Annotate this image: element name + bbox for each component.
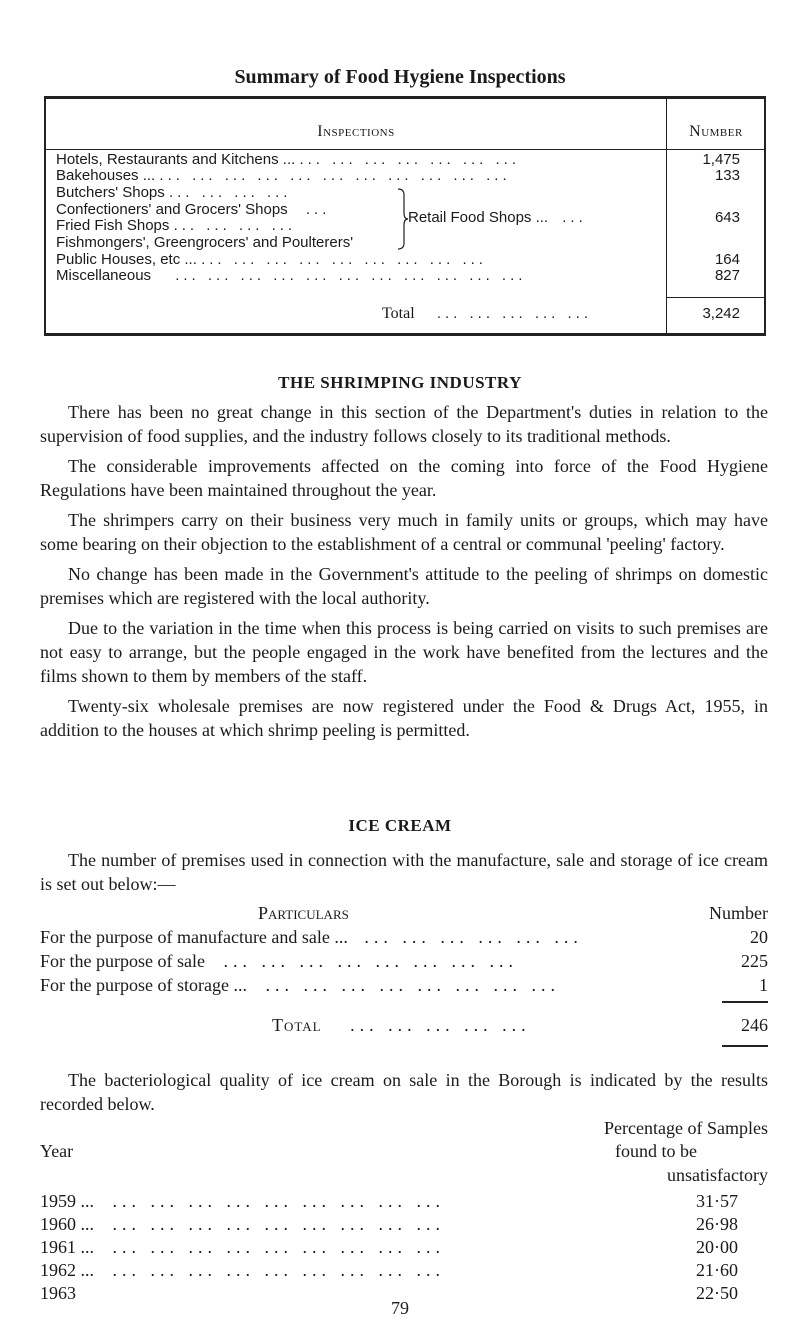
- pct-header-1: Percentage of Samples: [604, 1118, 768, 1138]
- list-value: 21·60: [696, 1260, 738, 1280]
- bacteriological-intro: The bacteriological quality of ice cream on sale in the Borough is indicated by the results recorded below.: [40, 1070, 768, 1114]
- table-value: 1,475: [702, 151, 740, 168]
- ice-cream-intro: The number of premises used in connection with the manufacture, sale and storage of ice cream is set out below:—: [40, 850, 768, 894]
- page-title: Summary of Food Hygiene Inspections: [234, 66, 566, 88]
- table-total-value: 3,242: [702, 305, 740, 322]
- table-row: Fried Fish Shops ... ... ... ...: [56, 217, 297, 234]
- col-number: Number: [709, 903, 768, 923]
- header-inspections: Inspections: [317, 123, 395, 140]
- list-item: For the purpose of sale ... ... ... ... ... ... ... ...: [40, 951, 518, 971]
- table-value: 827: [714, 267, 740, 284]
- list-value: 31·57: [696, 1191, 738, 1211]
- shrimping-section: [40, 400, 768, 742]
- table-value: 643: [714, 209, 740, 226]
- table-value: 164: [714, 251, 740, 268]
- ice-cream-heading: ICE CREAM: [348, 816, 452, 835]
- ice-cream-total-value: 246: [741, 1015, 768, 1035]
- paragraph: There has been no great change in this section of the Department's duties in relation to the supervision of food supplies, and the industry follows closely to its traditional methods.: [40, 402, 768, 446]
- list-item: 1962 ... ... ... ... ... ... ... ... ... ...: [40, 1260, 445, 1280]
- list-item: For the purpose of manufacture and sale ... ... ... ... ... ... ...: [40, 927, 583, 947]
- table-row: Hotels, Restaurants and Kitchens ... ... ... ... ... ... ... ...: [56, 151, 520, 168]
- inspections-table: [44, 96, 766, 336]
- col-particulars: Particulars: [258, 903, 349, 923]
- paragraph: The shrimpers carry on their business very much in family units or groups, which may have some bearing on their objection to the establishment of a central or communal 'peeling' factory.: [40, 510, 768, 554]
- list-value: 225: [741, 951, 768, 971]
- page-number: 79: [391, 1298, 409, 1318]
- divider: [722, 1045, 768, 1047]
- pct-header-3: unsatisfactory: [667, 1165, 768, 1185]
- list-value: 20·00: [696, 1237, 738, 1257]
- pct-header-2: found to be: [615, 1141, 697, 1161]
- list-value: 1: [759, 975, 768, 995]
- list-value: 26·98: [696, 1214, 738, 1234]
- table-row: Confectioners' and Grocers' Shops ...: [56, 201, 331, 218]
- ice-cream-total: Total ... ... ... ... ...: [272, 1015, 531, 1035]
- list-item: 1961 ... ... ... ... ... ... ... ... ... ...: [40, 1237, 445, 1257]
- table-row: Bakehouses ... ... ... ... ... ... ... ... ... ... ... ...: [56, 167, 511, 184]
- list-value: 22·50: [696, 1283, 738, 1303]
- shrimping-heading: THE SHRIMPING INDUSTRY: [278, 373, 522, 392]
- paragraph: Due to the variation in the time when this process is being carried on visits to such premises are not easy to arrange, but the people engaged in the work have benefited from the lectures and the films shown to them by members of the staff.: [40, 618, 768, 686]
- paragraph: The considerable improvements affected on the coming into force of the Food Hygiene Regulations have been maintained throughout the year.: [40, 456, 768, 500]
- list-item: 1959 ... ... ... ... ... ... ... ... ... ...: [40, 1191, 445, 1211]
- table-value: 133: [714, 167, 740, 184]
- table-row: Fishmongers', Greengrocers' and Poulterers': [56, 234, 354, 251]
- group-label: Retail Food Shops ... ...: [408, 209, 587, 226]
- table-total: Total ... ... ... ... ...: [382, 305, 593, 322]
- table-row: Butchers' Shops ... ... ... ...: [56, 184, 292, 201]
- header-number: Number: [689, 123, 743, 140]
- list-item: 1963: [40, 1283, 76, 1303]
- list-value: 20: [750, 927, 768, 947]
- year-header: Year: [40, 1141, 74, 1161]
- table-row: Public Houses, etc ... ... ... ... ... ... ... ... ... ...: [56, 251, 487, 268]
- divider: [722, 1001, 768, 1003]
- list-item: For the purpose of storage ... ... ... ... ... ... ... ... ...: [40, 975, 560, 995]
- table-row: Miscellaneous ... ... ... ... ... ... ... ... ... ... ...: [56, 267, 527, 284]
- paragraph: Twenty-six wholesale premises are now registered under the Food & Drugs Act, 1955, in addition to the houses at which shrimp peeling is permitted.: [40, 696, 768, 740]
- paragraph: No change has been made in the Government's attitude to the peeling of shrimps on domestic premises which are registered with the local authority.: [40, 564, 768, 608]
- list-item: 1960 ... ... ... ... ... ... ... ... ... ...: [40, 1214, 445, 1234]
